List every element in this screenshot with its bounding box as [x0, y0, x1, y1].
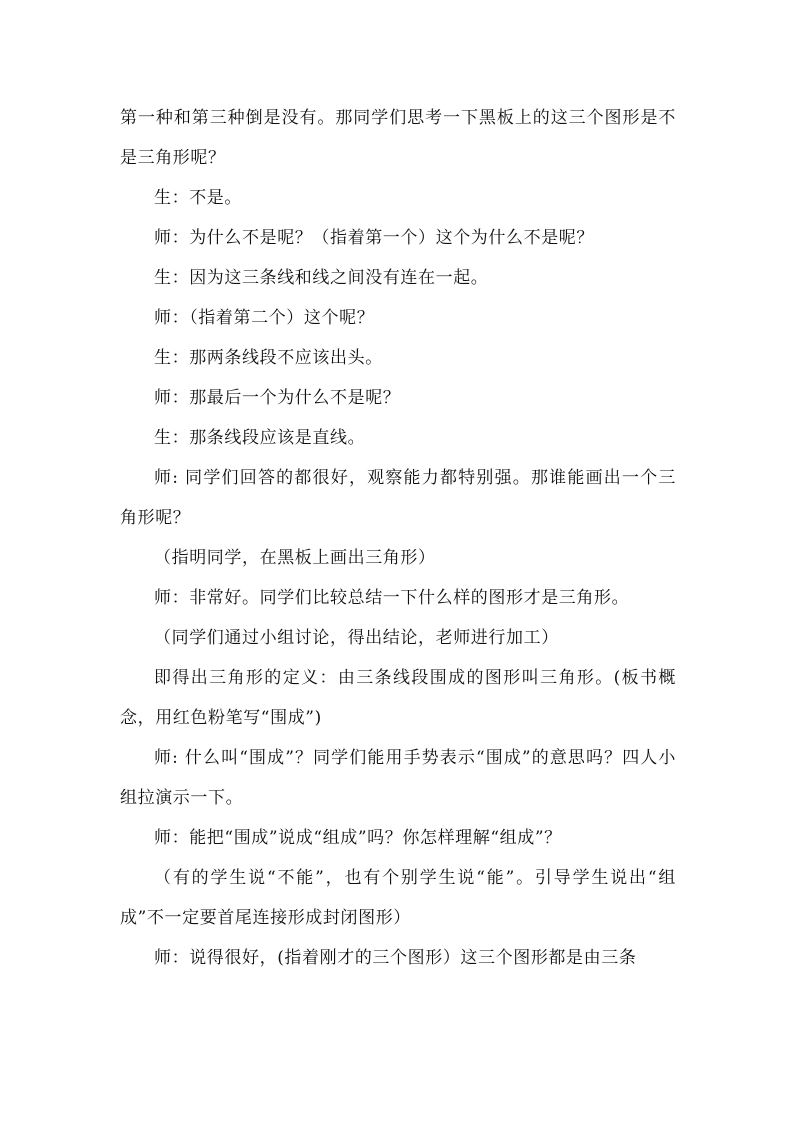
- paragraph: （有的学生说“不能”，也有个别学生说“能”。引导学生说出“组成”不一定要首尾连接形成封闭图形）: [120, 868, 676, 928]
- paragraph: 师：能把“围成”说成“组成”吗？你怎样理解“组成”？: [154, 828, 562, 848]
- paragraph: 师：（指着第二个）这个呢？: [154, 308, 375, 328]
- paragraph: 师：说得很好，(指着刚才的三个图形）这三个图形都是由三条: [154, 948, 637, 968]
- document-body: [120, 98, 676, 978]
- paragraph: 即得出三角形的定义：由三条线段围成的图形叫三角形。(板书概念，用红色粉笔写“围成”): [120, 668, 676, 728]
- paragraph: （指明同学，在黑板上画出三角形）: [154, 548, 436, 568]
- paragraph: 生：因为这三条线和线之间没有连在一起。: [154, 268, 489, 288]
- paragraph: 师：非常好。同学们比较总结一下什么样的图形才是三角形。: [154, 588, 630, 608]
- paragraph: 师：那最后一个为什么不是呢？: [154, 388, 401, 408]
- paragraph: 师: 同学们回答的都很好，观察能力都特别强。那谁能画出一个三角形呢？: [120, 468, 676, 528]
- paragraph: 生：不是。: [154, 188, 242, 208]
- paragraph: 生：那条线段应该是直线。: [154, 428, 366, 448]
- paragraph: 生：那两条线段不应该出头。: [154, 348, 383, 368]
- paragraph: 师: 什么叫“围成”？同学们能用手势表示“围成”的意思吗？四人小组拉演示一下。: [120, 748, 676, 808]
- paragraph: （同学们通过小组讨论，得出结论，老师进行加工）: [154, 628, 559, 648]
- paragraph: 第一种和第三种倒是没有。那同学们思考一下黑板上的这三个图形是不是三角形呢？: [120, 108, 676, 168]
- paragraph: 师：为什么不是呢？（指着第一个）这个为什么不是呢？: [154, 228, 594, 248]
